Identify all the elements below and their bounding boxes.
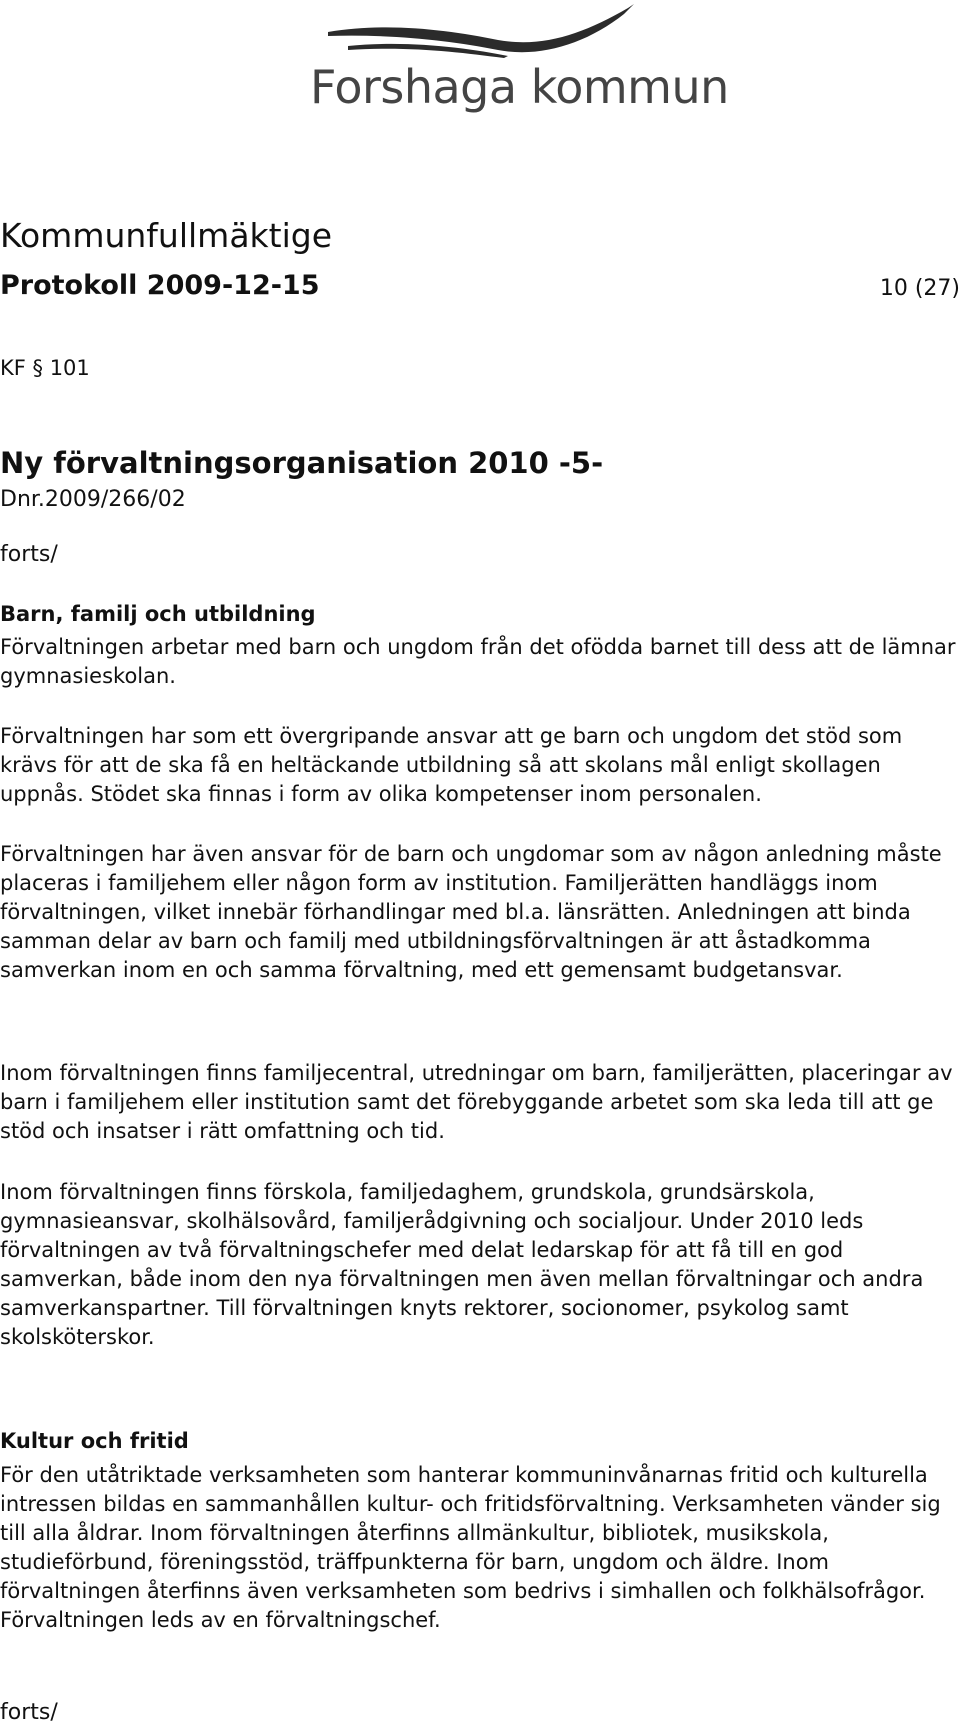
paragraph: För den utåtriktade verksamheten som hanterar kommuninvånarnas fritid och kulturella intressen bildas en sammanhållen kultur- och fritidsförvaltning. Verksamheten vänder sig till alla åldrar. Inom förvaltningen återfinns allmänkultur, bibliotek, musikskola, studieförbund, föreningsstöd, träffpunkterna för barn, ungdom och äldre. Inom förvaltningen återfinns även verksamheten som bedrivs i simhallen och folkhälsofrågor. Förvaltningen leds av en förvaltningschef. [0, 1463, 941, 1632]
diary-number: Dnr.2009/266/02 [0, 487, 186, 512]
paragraph: Förvaltningen har även ansvar för de barn och ungdomar som av någon anledning måste placeras i familjehem eller någon form av institution. Familjerätten handläggs inom förvaltningen, vilket innebär förhandlingar med bl.a. länsrätten. Anledningen att binda samman delar av barn och familj med utbildningsförvaltningen är att åstadkomma samverkan inom en och samma förvaltning, med ett gemensamt budgetansvar. [0, 842, 942, 982]
forshaga-kommun-logo [300, 0, 729, 118]
logo-wordmark: Forshaga kommun [310, 60, 729, 114]
paragraph: Förvaltningen har som ett övergripande ansvar att ge barn och ungdom det stöd som krävs för att de ska få en heltäckande utbildning så att skolans mål enligt skollagen uppnås. Stödet ska finnas i form av olika kompetenser inom personalen. [0, 724, 903, 806]
document-title: Kommunfullmäktige [0, 216, 333, 255]
page-number: 10 (27) [879, 276, 960, 301]
section-heading-barn-familj: Barn, familj och utbildning [0, 602, 316, 626]
paragraph: Inom förvaltningen finns familjecentral, utredningar om barn, familjerätten, placeringar av barn i familjehem eller institution samt det förebyggande arbetet som ska leda till att ge stöd och insatser i rätt omfattning och tid. [0, 1061, 953, 1143]
continued-marker: forts/ [0, 542, 58, 567]
paragraph: Inom förvaltningen finns förskola, familjedaghem, grundskola, grundsärskola, gymnasieansvar, skolhälsovård, familjerådgivning och socialjour. Under 2010 leds förvaltningen av två förvaltningschefer med delat ledarskap för att få till en god samverkan, både inom den nya förvaltningen men även mellan förvaltningar och andra samverkanspartner. Till förvaltningen knyts rektorer, socionomer, psykolog samt skolsköterskor. [0, 1180, 924, 1349]
swoosh-logo-icon [328, 0, 658, 60]
paragraph: Förvaltningen arbetar med barn och ungdom från det ofödda barnet till dess att de lämnar gymnasieskolan. [0, 635, 956, 688]
continued-marker: forts/ [0, 1700, 58, 1725]
protocol-date: Protokoll 2009-12-15 [0, 270, 320, 301]
section-heading-kultur-fritid: Kultur och fritid [0, 1429, 189, 1453]
paragraph-reference: KF § 101 [0, 356, 90, 380]
subject-heading: Ny förvaltningsorganisation 2010 -5- [0, 446, 604, 480]
